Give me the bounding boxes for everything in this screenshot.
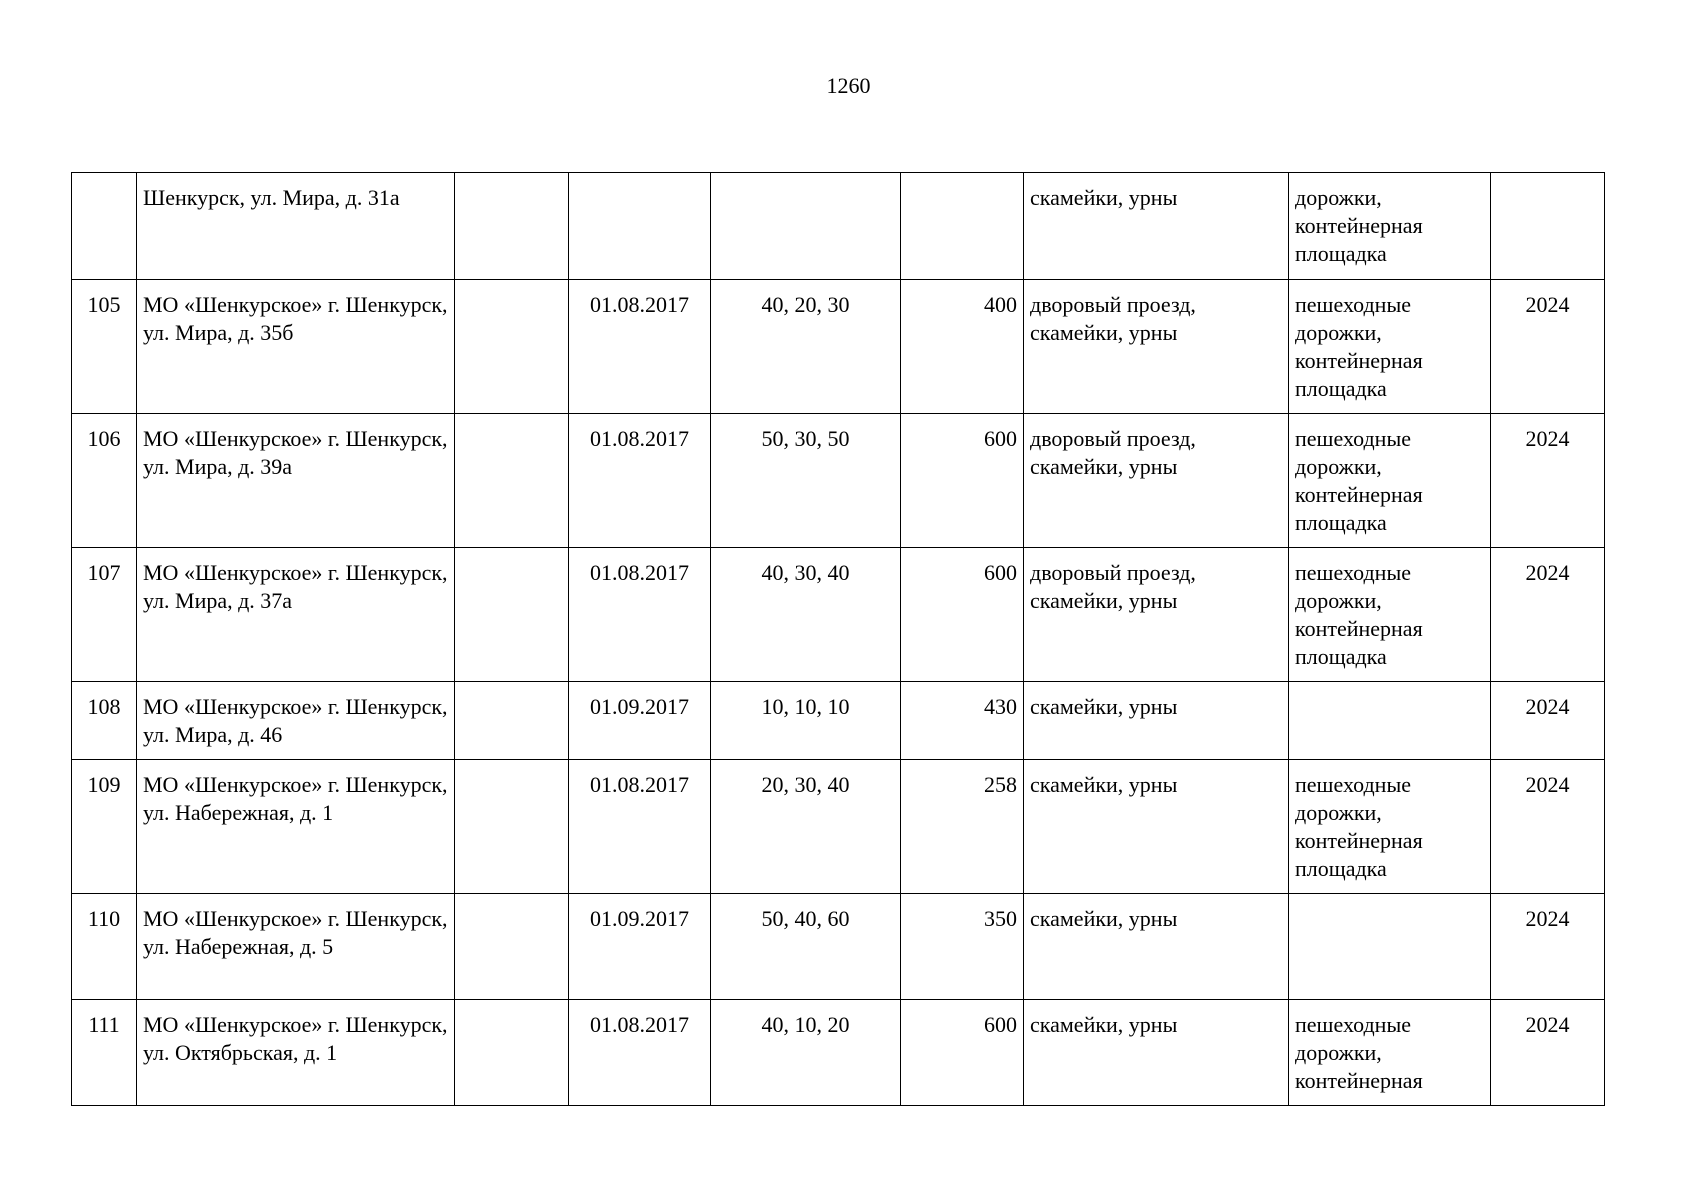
table-row: [72, 548, 1605, 682]
additional-works-cell: пешеходные дорожки, контейнерная площадка: [1289, 548, 1491, 682]
data-table: [71, 172, 1605, 1106]
dimensions-cell: 40, 20, 30: [711, 280, 901, 414]
date-cell: 01.08.2017: [569, 280, 711, 414]
dimensions-cell: [711, 173, 901, 280]
area-cell: 400: [901, 280, 1024, 414]
row-number-cell: 111: [72, 1000, 137, 1106]
page-number: 1260: [826, 73, 871, 98]
table-row: [72, 173, 1605, 280]
address-cell: Шенкурск, ул. Мира, д. 31а: [137, 173, 455, 280]
date-cell: 01.09.2017: [569, 894, 711, 1000]
additional-works-cell: пешеходные дорожки, контейнерная площадка: [1289, 414, 1491, 548]
empty-cell: [455, 894, 569, 1000]
additional-works-cell: пешеходные дорожки, контейнерная площадка: [1289, 760, 1491, 894]
table-row: [72, 1000, 1605, 1106]
dimensions-cell: 40, 30, 40: [711, 548, 901, 682]
row-number-cell: 107: [72, 548, 137, 682]
empty-cell: [455, 414, 569, 548]
address-cell: МО «Шенкурское» г. Шенкурск, ул. Октябрьская, д. 1: [137, 1000, 455, 1106]
additional-works-cell: [1289, 894, 1491, 1000]
additional-works-cell: дорожки, контейнерная площадка: [1289, 173, 1491, 280]
minimal-works-cell: скамейки, урны: [1024, 173, 1289, 280]
additional-works-cell: [1289, 682, 1491, 760]
minimal-works-cell: дворовый проезд, скамейки, урны: [1024, 280, 1289, 414]
minimal-works-cell: дворовый проезд, скамейки, урны: [1024, 548, 1289, 682]
date-cell: 01.08.2017: [569, 548, 711, 682]
date-cell: 01.09.2017: [569, 682, 711, 760]
empty-cell: [455, 760, 569, 894]
year-cell: 2024: [1491, 548, 1605, 682]
address-cell: МО «Шенкурское» г. Шенкурск, ул. Мира, д. 46: [137, 682, 455, 760]
area-cell: 600: [901, 414, 1024, 548]
empty-cell: [455, 548, 569, 682]
additional-works-cell: пешеходные дорожки, контейнерная: [1289, 1000, 1491, 1106]
address-cell: МО «Шенкурское» г. Шенкурск, ул. Мира, д. 37а: [137, 548, 455, 682]
row-number-cell: 108: [72, 682, 137, 760]
dimensions-cell: 20, 30, 40: [711, 760, 901, 894]
date-cell: [569, 173, 711, 280]
empty-cell: [455, 280, 569, 414]
area-cell: 600: [901, 548, 1024, 682]
date-cell: 01.08.2017: [569, 414, 711, 548]
dimensions-cell: 40, 10, 20: [711, 1000, 901, 1106]
table-row: [72, 760, 1605, 894]
table-row: [72, 280, 1605, 414]
row-number-cell: 109: [72, 760, 137, 894]
minimal-works-cell: скамейки, урны: [1024, 682, 1289, 760]
address-cell: МО «Шенкурское» г. Шенкурск, ул. Набережная, д. 1: [137, 760, 455, 894]
area-cell: 350: [901, 894, 1024, 1000]
address-cell: МО «Шенкурское» г. Шенкурск, ул. Мира, д. 35б: [137, 280, 455, 414]
area-cell: 258: [901, 760, 1024, 894]
minimal-works-cell: скамейки, урны: [1024, 894, 1289, 1000]
year-cell: [1491, 173, 1605, 280]
empty-cell: [455, 173, 569, 280]
minimal-works-cell: дворовый проезд, скамейки, урны: [1024, 414, 1289, 548]
empty-cell: [455, 682, 569, 760]
dimensions-cell: 50, 40, 60: [711, 894, 901, 1000]
row-number-cell: 105: [72, 280, 137, 414]
dimensions-cell: 50, 30, 50: [711, 414, 901, 548]
area-cell: [901, 173, 1024, 280]
row-number-cell: 110: [72, 894, 137, 1000]
year-cell: 2024: [1491, 682, 1605, 760]
minimal-works-cell: скамейки, урны: [1024, 1000, 1289, 1106]
additional-works-cell: пешеходные дорожки, контейнерная площадка: [1289, 280, 1491, 414]
dimensions-cell: 10, 10, 10: [711, 682, 901, 760]
table-row: [72, 894, 1605, 1000]
row-number-cell: [72, 173, 137, 280]
area-cell: 600: [901, 1000, 1024, 1106]
area-cell: 430: [901, 682, 1024, 760]
year-cell: 2024: [1491, 280, 1605, 414]
table-row: [72, 682, 1605, 760]
row-number-cell: 106: [72, 414, 137, 548]
minimal-works-cell: скамейки, урны: [1024, 760, 1289, 894]
address-cell: МО «Шенкурское» г. Шенкурск, ул. Набережная, д. 5: [137, 894, 455, 1000]
year-cell: 2024: [1491, 760, 1605, 894]
address-cell: МО «Шенкурское» г. Шенкурск, ул. Мира, д. 39а: [137, 414, 455, 548]
year-cell: 2024: [1491, 1000, 1605, 1106]
year-cell: 2024: [1491, 894, 1605, 1000]
year-cell: 2024: [1491, 414, 1605, 548]
date-cell: 01.08.2017: [569, 760, 711, 894]
date-cell: 01.08.2017: [569, 1000, 711, 1106]
empty-cell: [455, 1000, 569, 1106]
table-row: [72, 414, 1605, 548]
